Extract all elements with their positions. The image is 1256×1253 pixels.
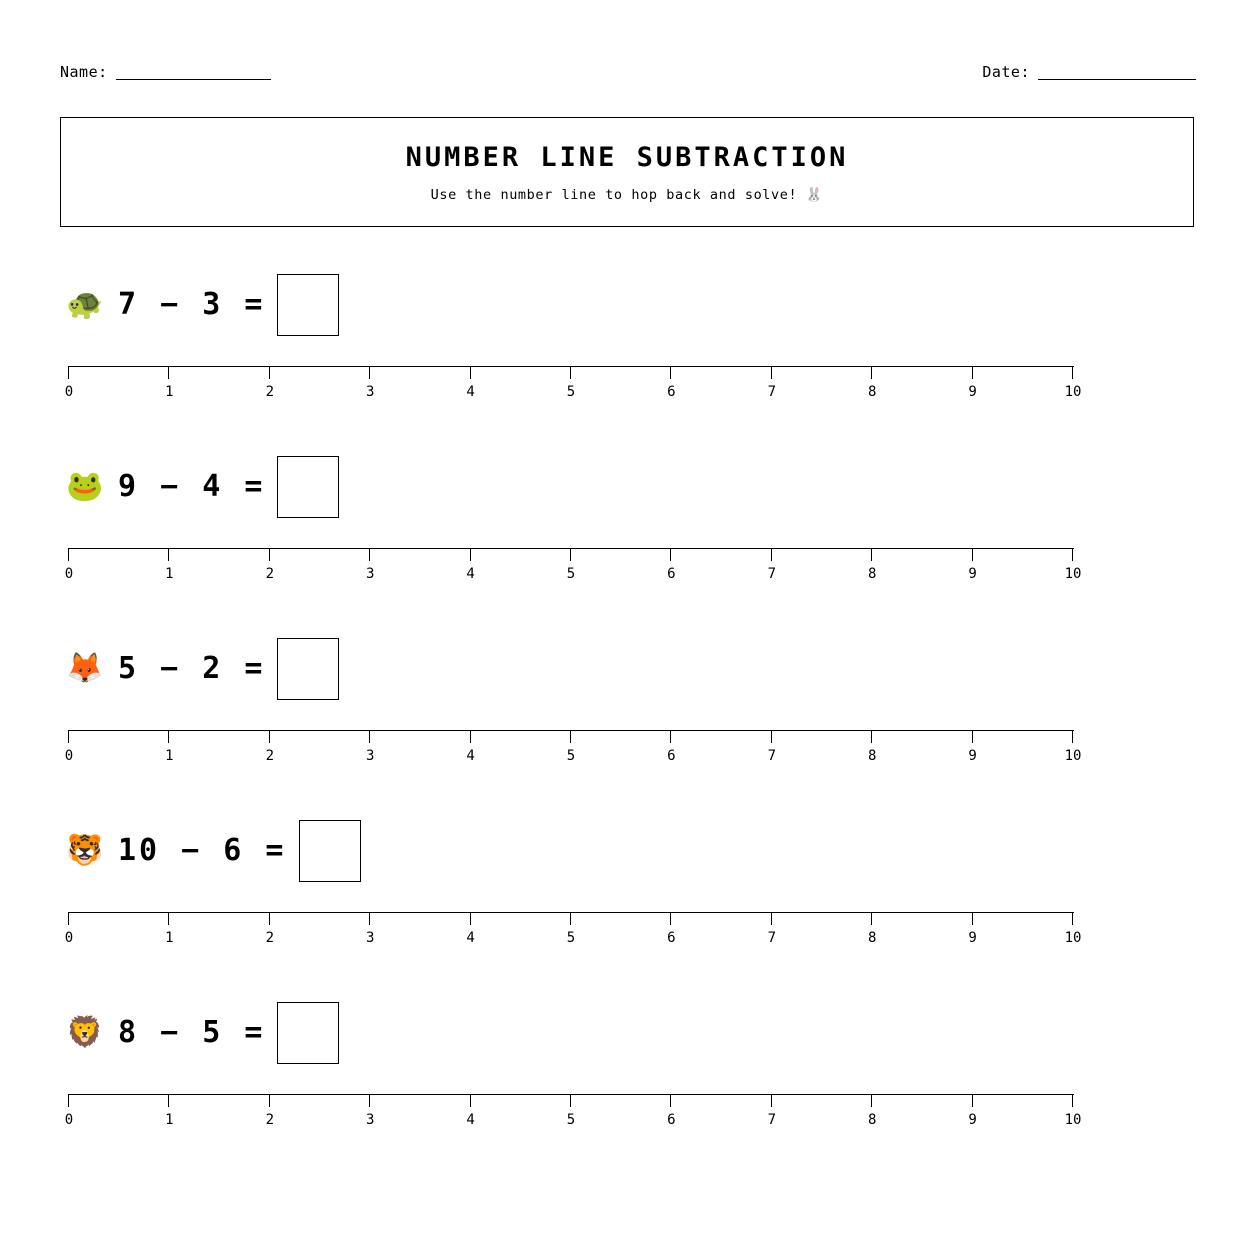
number-line-label: 3 [365, 566, 375, 582]
number-line-label: 1 [165, 384, 174, 400]
date-write-line[interactable] [1038, 78, 1196, 80]
number-line-tick [1072, 730, 1073, 743]
worksheet-title-box [60, 117, 1194, 227]
name-date-row [60, 58, 1196, 80]
number-line-label: 1 [165, 566, 174, 582]
number-line-tick [269, 912, 270, 925]
number-line-axis [68, 1094, 1074, 1095]
number-line-tick [68, 1094, 69, 1107]
number-line-tick [771, 548, 772, 561]
problem-row [0, 808, 1256, 894]
number-line-label: 2 [265, 384, 275, 400]
number-line-label: 6 [667, 566, 676, 582]
date-label: Date: [982, 63, 1030, 81]
number-line-label: 5 [566, 930, 576, 946]
number-line-tick [269, 548, 270, 561]
number-line-label: 0 [64, 1112, 74, 1128]
tiger-icon: 🐯 [66, 833, 104, 868]
answer-box[interactable] [277, 456, 339, 518]
number-line-label: 9 [968, 930, 977, 946]
number-line-tick [470, 548, 471, 561]
number-line-tick [269, 366, 270, 379]
answer-box[interactable] [277, 1002, 339, 1064]
number-line-label: 7 [767, 748, 777, 764]
number-line-axis [68, 366, 1074, 367]
number-line-label: 6 [667, 384, 676, 400]
number-line-label: 4 [466, 566, 475, 582]
number-line-tick [269, 1094, 270, 1107]
number-line-label: 4 [466, 1112, 475, 1128]
number-line [64, 348, 1082, 408]
name-field-group [60, 65, 271, 80]
number-line-label: 8 [867, 566, 877, 582]
number-line-label: 9 [968, 748, 977, 764]
number-line-label: 4 [466, 748, 475, 764]
problem-expression: 9 − 4 = [118, 469, 266, 504]
number-line-label: 2 [265, 566, 275, 582]
number-line-tick [570, 548, 571, 561]
number-line-label: 7 [767, 930, 777, 946]
number-line-tick [168, 912, 169, 925]
problem-item [0, 626, 1256, 808]
problem-expression: 7 − 3 = [118, 287, 266, 322]
fox-icon: 🦊 [66, 651, 104, 686]
lion-icon: 🦁 [66, 1015, 104, 1050]
number-line-label: 2 [265, 930, 275, 946]
problem-row [0, 444, 1256, 530]
number-line-tick [771, 730, 772, 743]
number-line-label: 3 [365, 384, 375, 400]
problem-row [0, 990, 1256, 1076]
number-line-tick [369, 1094, 370, 1107]
number-line-tick [68, 912, 69, 925]
number-line-label: 6 [667, 748, 676, 764]
number-line-label: 10 [1064, 1112, 1082, 1128]
number-line-label: 3 [365, 1112, 375, 1128]
number-line-tick [570, 912, 571, 925]
problem-row [0, 626, 1256, 712]
number-line-label: 8 [867, 1112, 877, 1128]
problem-list [0, 262, 1256, 1172]
number-line-label: 10 [1064, 566, 1082, 582]
number-line-tick [168, 366, 169, 379]
problem-item [0, 262, 1256, 444]
number-line-tick [269, 730, 270, 743]
number-line-axis [68, 912, 1074, 913]
number-line-tick [1072, 548, 1073, 561]
number-line-tick [871, 730, 872, 743]
number-line-tick [168, 548, 169, 561]
answer-box[interactable] [277, 638, 339, 700]
number-line [64, 894, 1082, 954]
page-title: NUMBER LINE SUBTRACTION [405, 141, 849, 173]
number-line-tick [168, 730, 169, 743]
number-line-label: 5 [566, 566, 576, 582]
number-line-label: 1 [165, 748, 174, 764]
number-line-label: 2 [265, 748, 275, 764]
number-line-tick [369, 730, 370, 743]
number-line-label: 5 [566, 384, 576, 400]
number-line-label: 10 [1064, 930, 1082, 946]
number-line-tick [470, 366, 471, 379]
number-line-label: 0 [64, 748, 74, 764]
number-line-label: 0 [64, 384, 74, 400]
number-line-label: 7 [767, 1112, 777, 1128]
number-line-label: 8 [867, 384, 877, 400]
answer-box[interactable] [299, 820, 361, 882]
number-line-label: 9 [968, 1112, 977, 1128]
name-label: Name: [60, 63, 108, 81]
number-line [64, 712, 1082, 772]
number-line-label: 5 [566, 748, 576, 764]
number-line-label: 10 [1064, 384, 1082, 400]
problem-item [0, 444, 1256, 626]
number-line-label: 9 [968, 384, 977, 400]
number-line-tick [68, 730, 69, 743]
number-line-tick [972, 1094, 973, 1107]
problem-row [0, 262, 1256, 348]
number-line-label: 2 [265, 1112, 275, 1128]
number-line-tick [1072, 912, 1073, 925]
number-line-label: 3 [365, 930, 375, 946]
number-line-tick [972, 730, 973, 743]
page-subtitle: Use the number line to hop back and solve! 🐰 [430, 186, 824, 203]
number-line-tick [670, 548, 671, 561]
number-line-tick [470, 730, 471, 743]
frog-icon: 🐸 [66, 469, 104, 504]
number-line-label: 6 [667, 930, 676, 946]
number-line-tick [972, 912, 973, 925]
turtle-icon: 🐢 [66, 287, 104, 322]
problem-expression: 5 − 2 = [118, 651, 266, 686]
number-line-label: 0 [64, 566, 74, 582]
number-line-axis [68, 730, 1074, 731]
number-line-tick [470, 1094, 471, 1107]
number-line-tick [369, 548, 370, 561]
number-line-tick [871, 548, 872, 561]
number-line-tick [670, 1094, 671, 1107]
number-line-tick [670, 366, 671, 379]
number-line-label: 4 [466, 384, 475, 400]
number-line-label: 0 [64, 930, 74, 946]
number-line [64, 530, 1082, 590]
number-line-tick [570, 730, 571, 743]
number-line-label: 8 [867, 930, 877, 946]
number-line-tick [68, 366, 69, 379]
number-line-label: 6 [667, 1112, 676, 1128]
number-line-tick [771, 912, 772, 925]
number-line-label: 10 [1064, 748, 1082, 764]
number-line-label: 7 [767, 566, 777, 582]
number-line-tick [972, 366, 973, 379]
number-line-label: 4 [466, 930, 475, 946]
number-line-label: 7 [767, 384, 777, 400]
number-line-tick [771, 366, 772, 379]
number-line-tick [570, 1094, 571, 1107]
problem-expression: 10 − 6 = [118, 833, 287, 868]
number-line-tick [771, 1094, 772, 1107]
name-write-line[interactable] [116, 78, 271, 80]
number-line-label: 3 [365, 748, 375, 764]
number-line-tick [369, 366, 370, 379]
number-line-tick [871, 1094, 872, 1107]
number-line-tick [470, 912, 471, 925]
number-line [64, 1076, 1082, 1136]
number-line-label: 1 [165, 1112, 174, 1128]
number-line-tick [68, 548, 69, 561]
number-line-tick [1072, 1094, 1073, 1107]
number-line-tick [1072, 366, 1073, 379]
number-line-tick [670, 912, 671, 925]
number-line-tick [871, 912, 872, 925]
number-line-tick [570, 366, 571, 379]
number-line-tick [369, 912, 370, 925]
number-line-label: 8 [867, 748, 877, 764]
number-line-label: 9 [968, 566, 977, 582]
date-field-group [982, 65, 1196, 80]
number-line-tick [670, 730, 671, 743]
number-line-tick [972, 548, 973, 561]
problem-expression: 8 − 5 = [118, 1015, 266, 1050]
problem-item [0, 990, 1256, 1172]
number-line-label: 5 [566, 1112, 576, 1128]
number-line-axis [68, 548, 1074, 549]
number-line-label: 1 [165, 930, 174, 946]
number-line-tick [168, 1094, 169, 1107]
number-line-tick [871, 366, 872, 379]
answer-box[interactable] [277, 274, 339, 336]
problem-item [0, 808, 1256, 990]
